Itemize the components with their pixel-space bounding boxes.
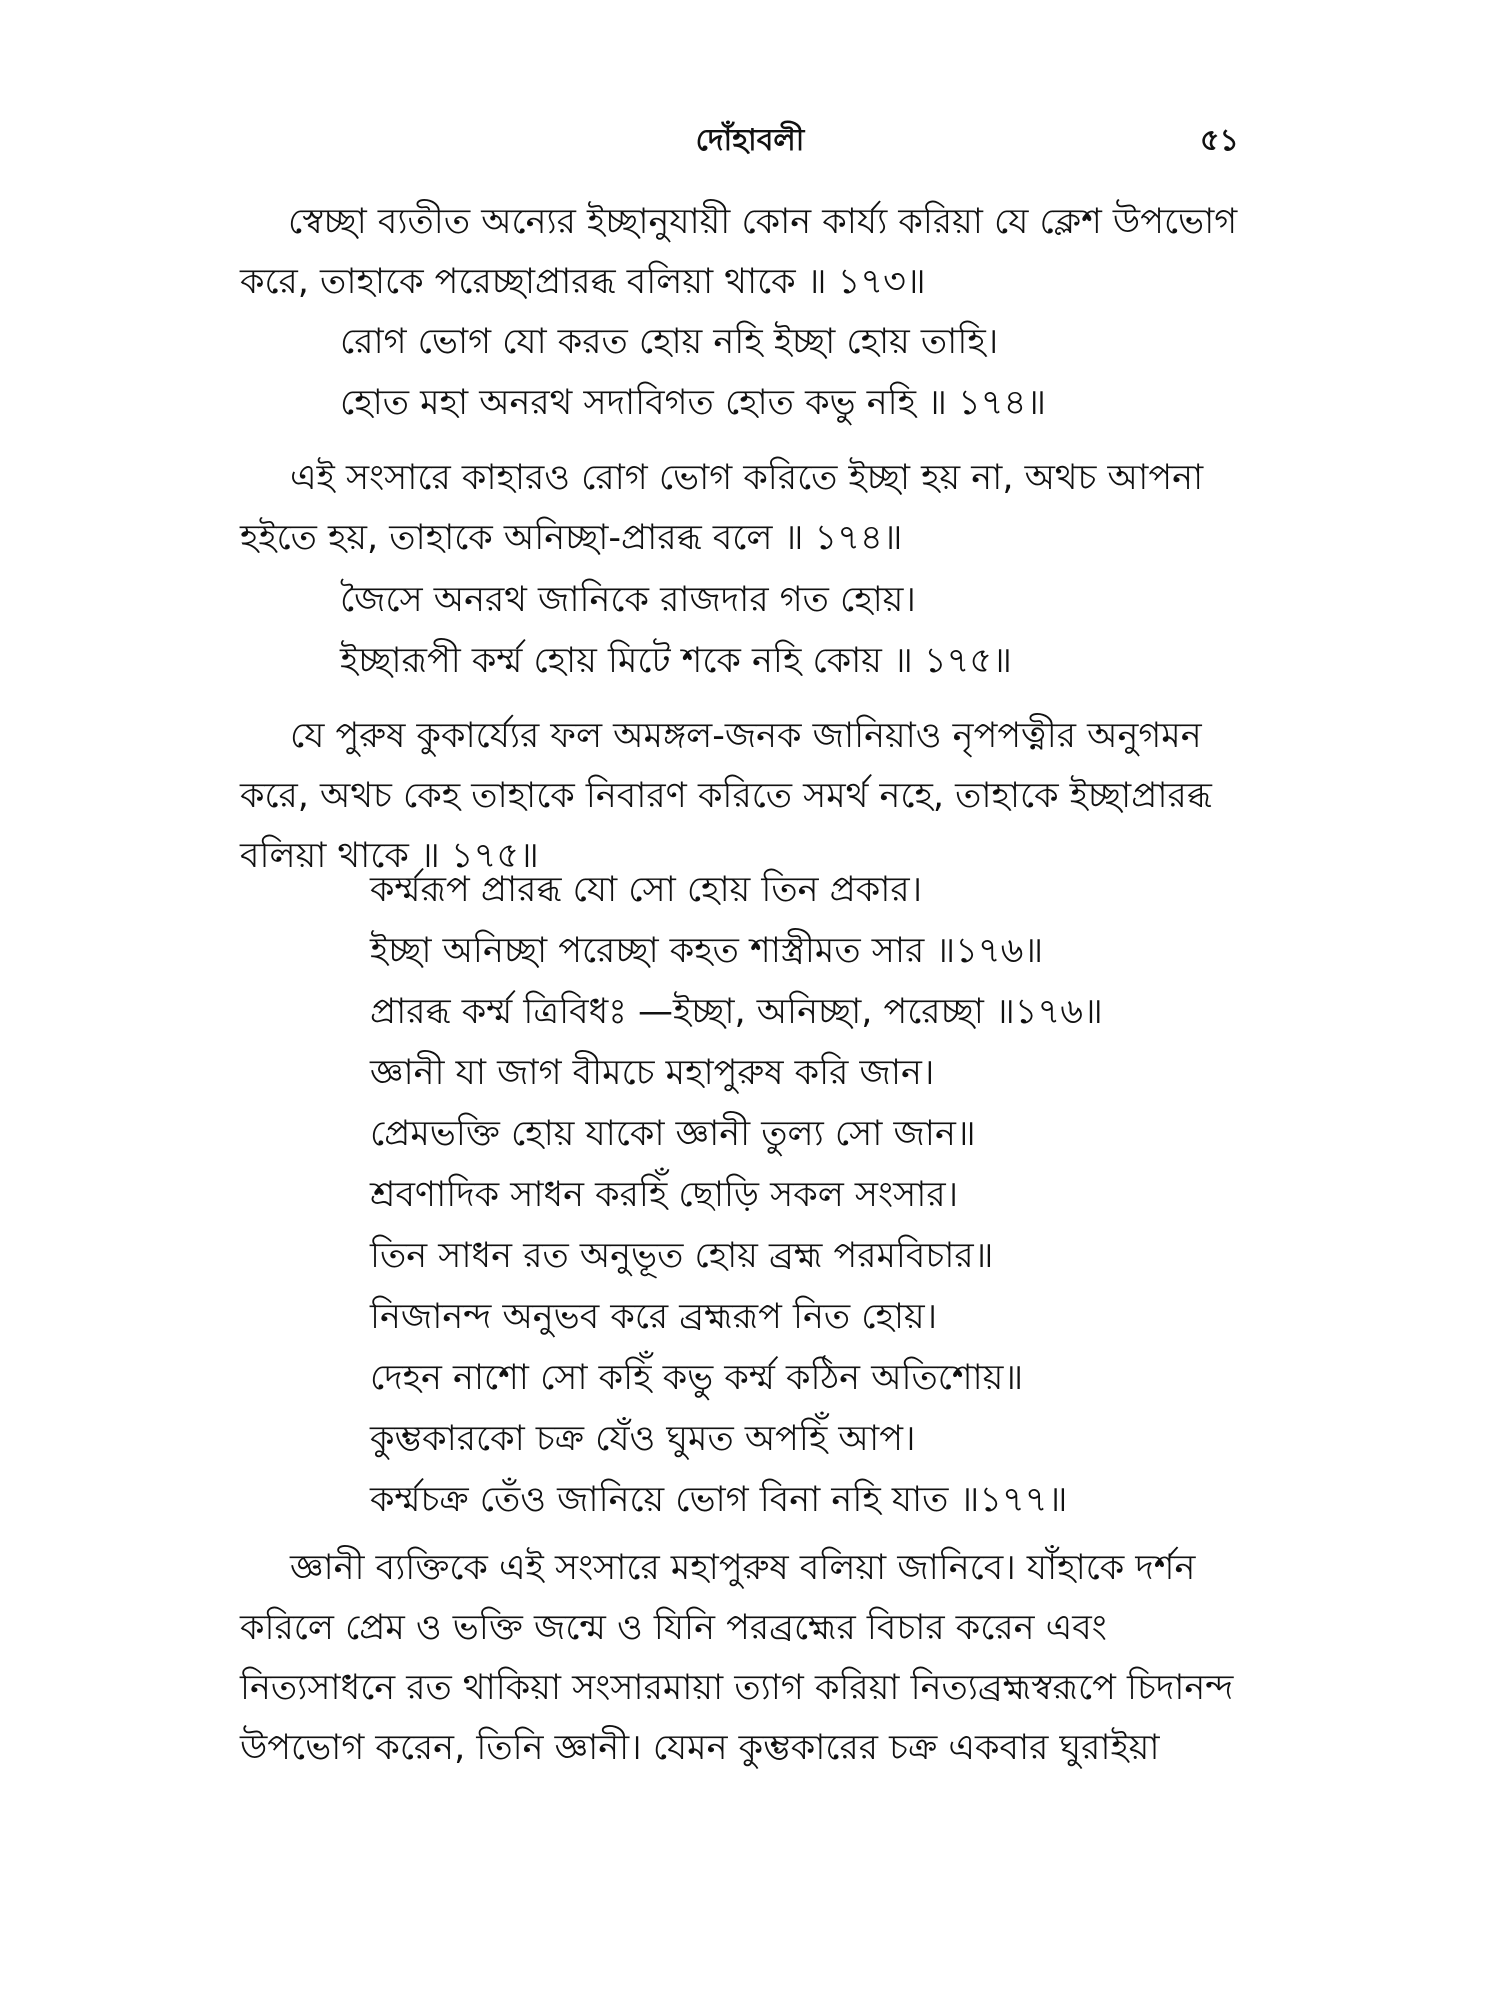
verse-line: ইচ্ছা অনিচ্ছা পরেচ্ছা কহত শাস্ত্রীমত সার ॥১৭৬॥ bbox=[370, 931, 1044, 971]
prose-paragraph-174 bbox=[0, 448, 1500, 568]
verse-line: হোত মহা অনরথ সদাবিগত হোত কভু নহি ॥ ১৭৪॥ bbox=[340, 383, 1047, 423]
verse-line: কুম্ভকারকো চক্র যেঁও ঘুমত অপহিঁ আপ। bbox=[370, 1419, 916, 1459]
text-line: স্বেচ্ছা ব্যতীত অন্যের ইচ্ছানুযায়ী কোন কার্য্য করিয়া যে ক্লেশ উপভোগ bbox=[288, 202, 1238, 242]
verse-174 bbox=[0, 312, 1500, 434]
text-line: করে, তাহাকে পরেচ্ছাপ্রারব্ধ বলিয়া থাকে ॥ ১৭৩॥ bbox=[240, 262, 926, 302]
text-line: উপভোগ করেন, তিনি জ্ঞানী। যেমন কুম্ভকারের চক্র একবার ঘুরাইয়া bbox=[240, 1728, 1160, 1768]
verse-175 bbox=[0, 570, 1500, 692]
verse-line: তিন সাধন রত অনুভূত হোয় ব্রহ্ম পরমবিচার॥ bbox=[370, 1236, 994, 1276]
prose-paragraph-177 bbox=[0, 1538, 1500, 1778]
text-line: করিলে প্রেম ও ভক্তি জন্মে ও যিনি পরব্রহ্মের বিচার করেন এবং bbox=[240, 1608, 1107, 1648]
prose-paragraph-173 bbox=[0, 192, 1500, 312]
text-line: বলিয়া থাকে ॥ ১৭৫॥ bbox=[240, 836, 539, 876]
verse-line: কর্ম্মচক্র তেঁও জানিয়ে ভোগ বিনা নহি যাত ॥১৭৭॥ bbox=[370, 1480, 1068, 1520]
text-line: নিত্যসাধনে রত থাকিয়া সংসারমায়া ত্যাগ করিয়া নিত্যব্রহ্মস্বরূপে চিদানন্দ bbox=[240, 1668, 1234, 1708]
verse-line: নিজানন্দ অনুভব করে ব্রহ্মরূপ নিত হোয়। bbox=[370, 1297, 938, 1337]
text-line: হইতে হয়, তাহাকে অনিচ্ছা-প্রারব্ধ বলে ॥ ১৭৪॥ bbox=[240, 518, 903, 558]
verse-line: প্রারব্ধ কর্ম্ম ত্রিবিধঃ —ইচ্ছা, অনিচ্ছা, পরেচ্ছা ॥১৭৬॥ bbox=[370, 992, 1103, 1032]
verse-line: প্রেমভক্তি হোয় যাকো জ্ঞানী তুল্য সো জান॥ bbox=[370, 1114, 976, 1154]
text-line: জ্ঞানী ব্যক্তিকে এই সংসারে মহাপুরুষ বলিয়া জানিবে। যাঁহাকে দর্শন bbox=[290, 1548, 1196, 1588]
text-line: যে পুরুষ কুকার্য্যের ফল অমঙ্গল-জনক জানিয়াও নৃপপত্নীর অনুগমন bbox=[290, 716, 1202, 756]
running-title: দোঁহাবলী bbox=[695, 123, 805, 158]
verse-line: জৈসে অনরথ জানিকে রাজদার গত হোয়। bbox=[340, 580, 916, 620]
verse-line: ইচ্ছারূপী কর্ম্ম হোয় মিটে শকে নহি কোয় ॥ ১৭৫॥ bbox=[340, 641, 1012, 681]
verse-line: কর্ম্মরূপ প্রারব্ধ যো সো হোয় তিন প্রকার। bbox=[370, 870, 923, 910]
text-line: করে, অথচ কেহ তাহাকে নিবারণ করিতে সমর্থ নহে, তাহাকে ইচ্ছাপ্রারব্ধ bbox=[240, 776, 1212, 816]
verse-line: দেহন নাশো সো কহিঁ কভু কর্ম্ম কঠিন অতিশোয়॥ bbox=[370, 1358, 1024, 1398]
verse-176-177 bbox=[0, 860, 1500, 1531]
verse-line: জ্ঞানী যা জাগ বীমচে মহাপুরুষ করি জান। bbox=[370, 1053, 935, 1093]
page-number: ৫১ bbox=[1200, 123, 1239, 158]
verse-line: শ্রবণাদিক সাধন করহিঁ ছোড়ি সকল সংসার। bbox=[370, 1175, 959, 1215]
text-line: এই সংসারে কাহারও রোগ ভোগ করিতে ইচ্ছা হয় না, অথচ আপনা bbox=[290, 458, 1204, 498]
verse-line: রোগ ভোগ যো করত হোয় নহি ইচ্ছা হোয় তাহি। bbox=[340, 322, 999, 362]
prose-paragraph-175 bbox=[0, 706, 1500, 886]
